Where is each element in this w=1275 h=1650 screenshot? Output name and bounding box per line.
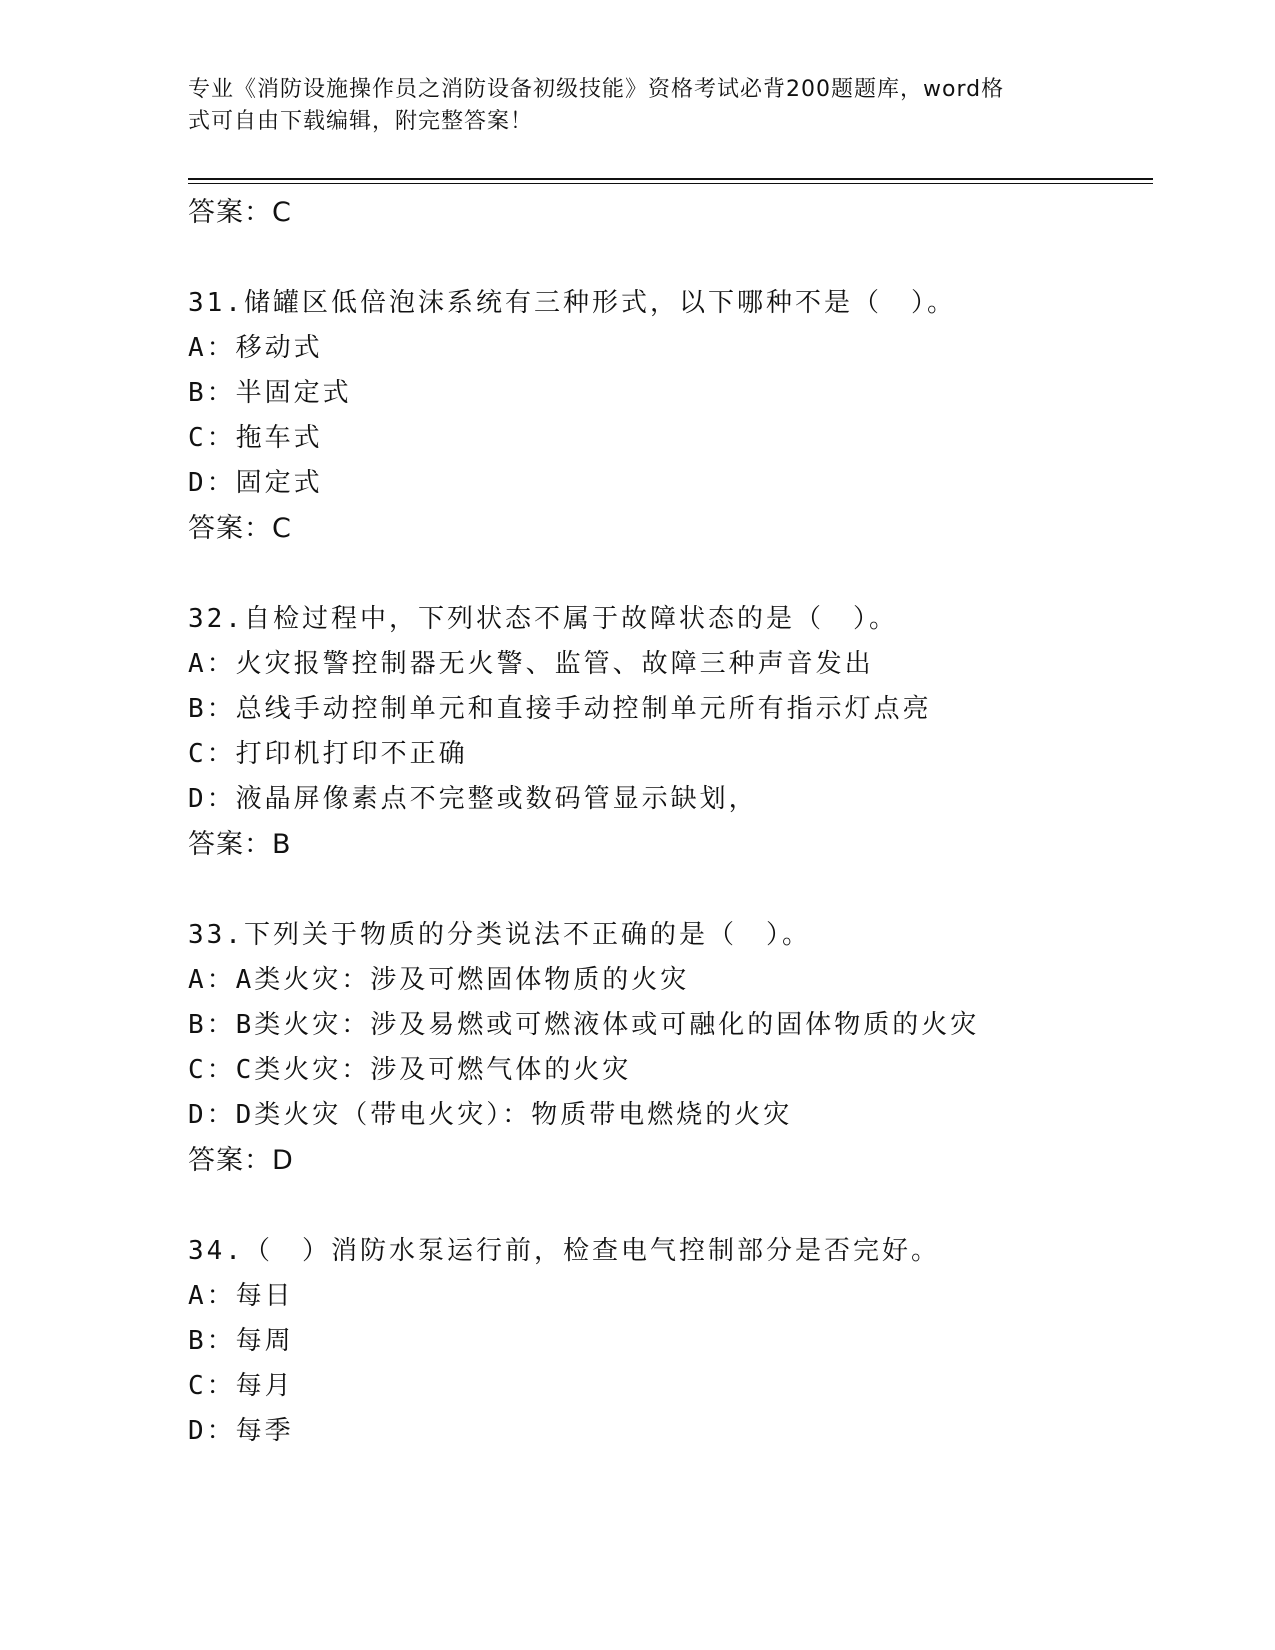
option-a: A：A类火灾：涉及可燃固体物质的火灾 <box>188 965 690 995</box>
question-stem: 31.储罐区低倍泡沫系统有三种形式，以下哪种不是（ ）。 <box>188 288 956 318</box>
option-b: B：半固定式 <box>188 378 352 408</box>
header-rule-thick <box>188 178 1153 180</box>
answer-line: 答案：B <box>188 829 292 860</box>
option-d: D：D类火灾（带电火灾）：物质带电燃烧的火灾 <box>188 1100 793 1130</box>
previous-answer: 答案：C <box>188 197 292 228</box>
question-block-31 <box>188 281 1188 551</box>
option-c: C：C类火灾：涉及可燃气体的火灾 <box>188 1055 632 1085</box>
answer-line: 答案：C <box>188 513 292 544</box>
option-a: A：火灾报警控制器无火警、监管、故障三种声音发出 <box>188 649 874 679</box>
spacer <box>188 1183 1188 1229</box>
spacer <box>188 235 1188 281</box>
question-stem: 34.（ ）消防水泵运行前，检查电气控制部分是否完好。 <box>188 1236 940 1266</box>
header-line-2: 式可自由下载编辑，附完整答案！ <box>188 109 534 134</box>
option-c: C：拖车式 <box>188 423 323 453</box>
spacer <box>188 867 1188 913</box>
option-b: B：B类火灾：涉及易燃或可燃液体或可融化的固体物质的火灾 <box>188 1010 980 1040</box>
question-list <box>188 190 1188 1454</box>
header-rule-thin <box>188 183 1153 184</box>
question-block-33 <box>188 913 1188 1183</box>
option-b: B：总线手动控制单元和直接手动控制单元所有指示灯点亮 <box>188 694 932 724</box>
document-header <box>188 74 1088 138</box>
question-block-34 <box>188 1229 1188 1454</box>
option-a: A：移动式 <box>188 333 323 363</box>
question-stem: 33.下列关于物质的分类说法不正确的是（ ）。 <box>188 920 811 950</box>
header-line-1: 专业《消防设施操作员之消防设备初级技能》资格考试必背200题题库，word格 <box>188 77 1005 102</box>
option-d: D：每季 <box>188 1416 294 1446</box>
question-block-32 <box>188 597 1188 867</box>
option-d: D：液晶屏像素点不完整或数码管显示缺划， <box>188 784 758 814</box>
answer-line: 答案：D <box>188 1145 294 1176</box>
spacer <box>188 551 1188 597</box>
question-stem: 32.自检过程中，下列状态不属于故障状态的是（ ）。 <box>188 604 898 634</box>
option-c: C：打印机打印不正确 <box>188 739 468 769</box>
option-b: B：每周 <box>188 1326 294 1356</box>
option-a: A：每日 <box>188 1281 294 1311</box>
option-d: D：固定式 <box>188 468 323 498</box>
option-c: C：每月 <box>188 1371 294 1401</box>
